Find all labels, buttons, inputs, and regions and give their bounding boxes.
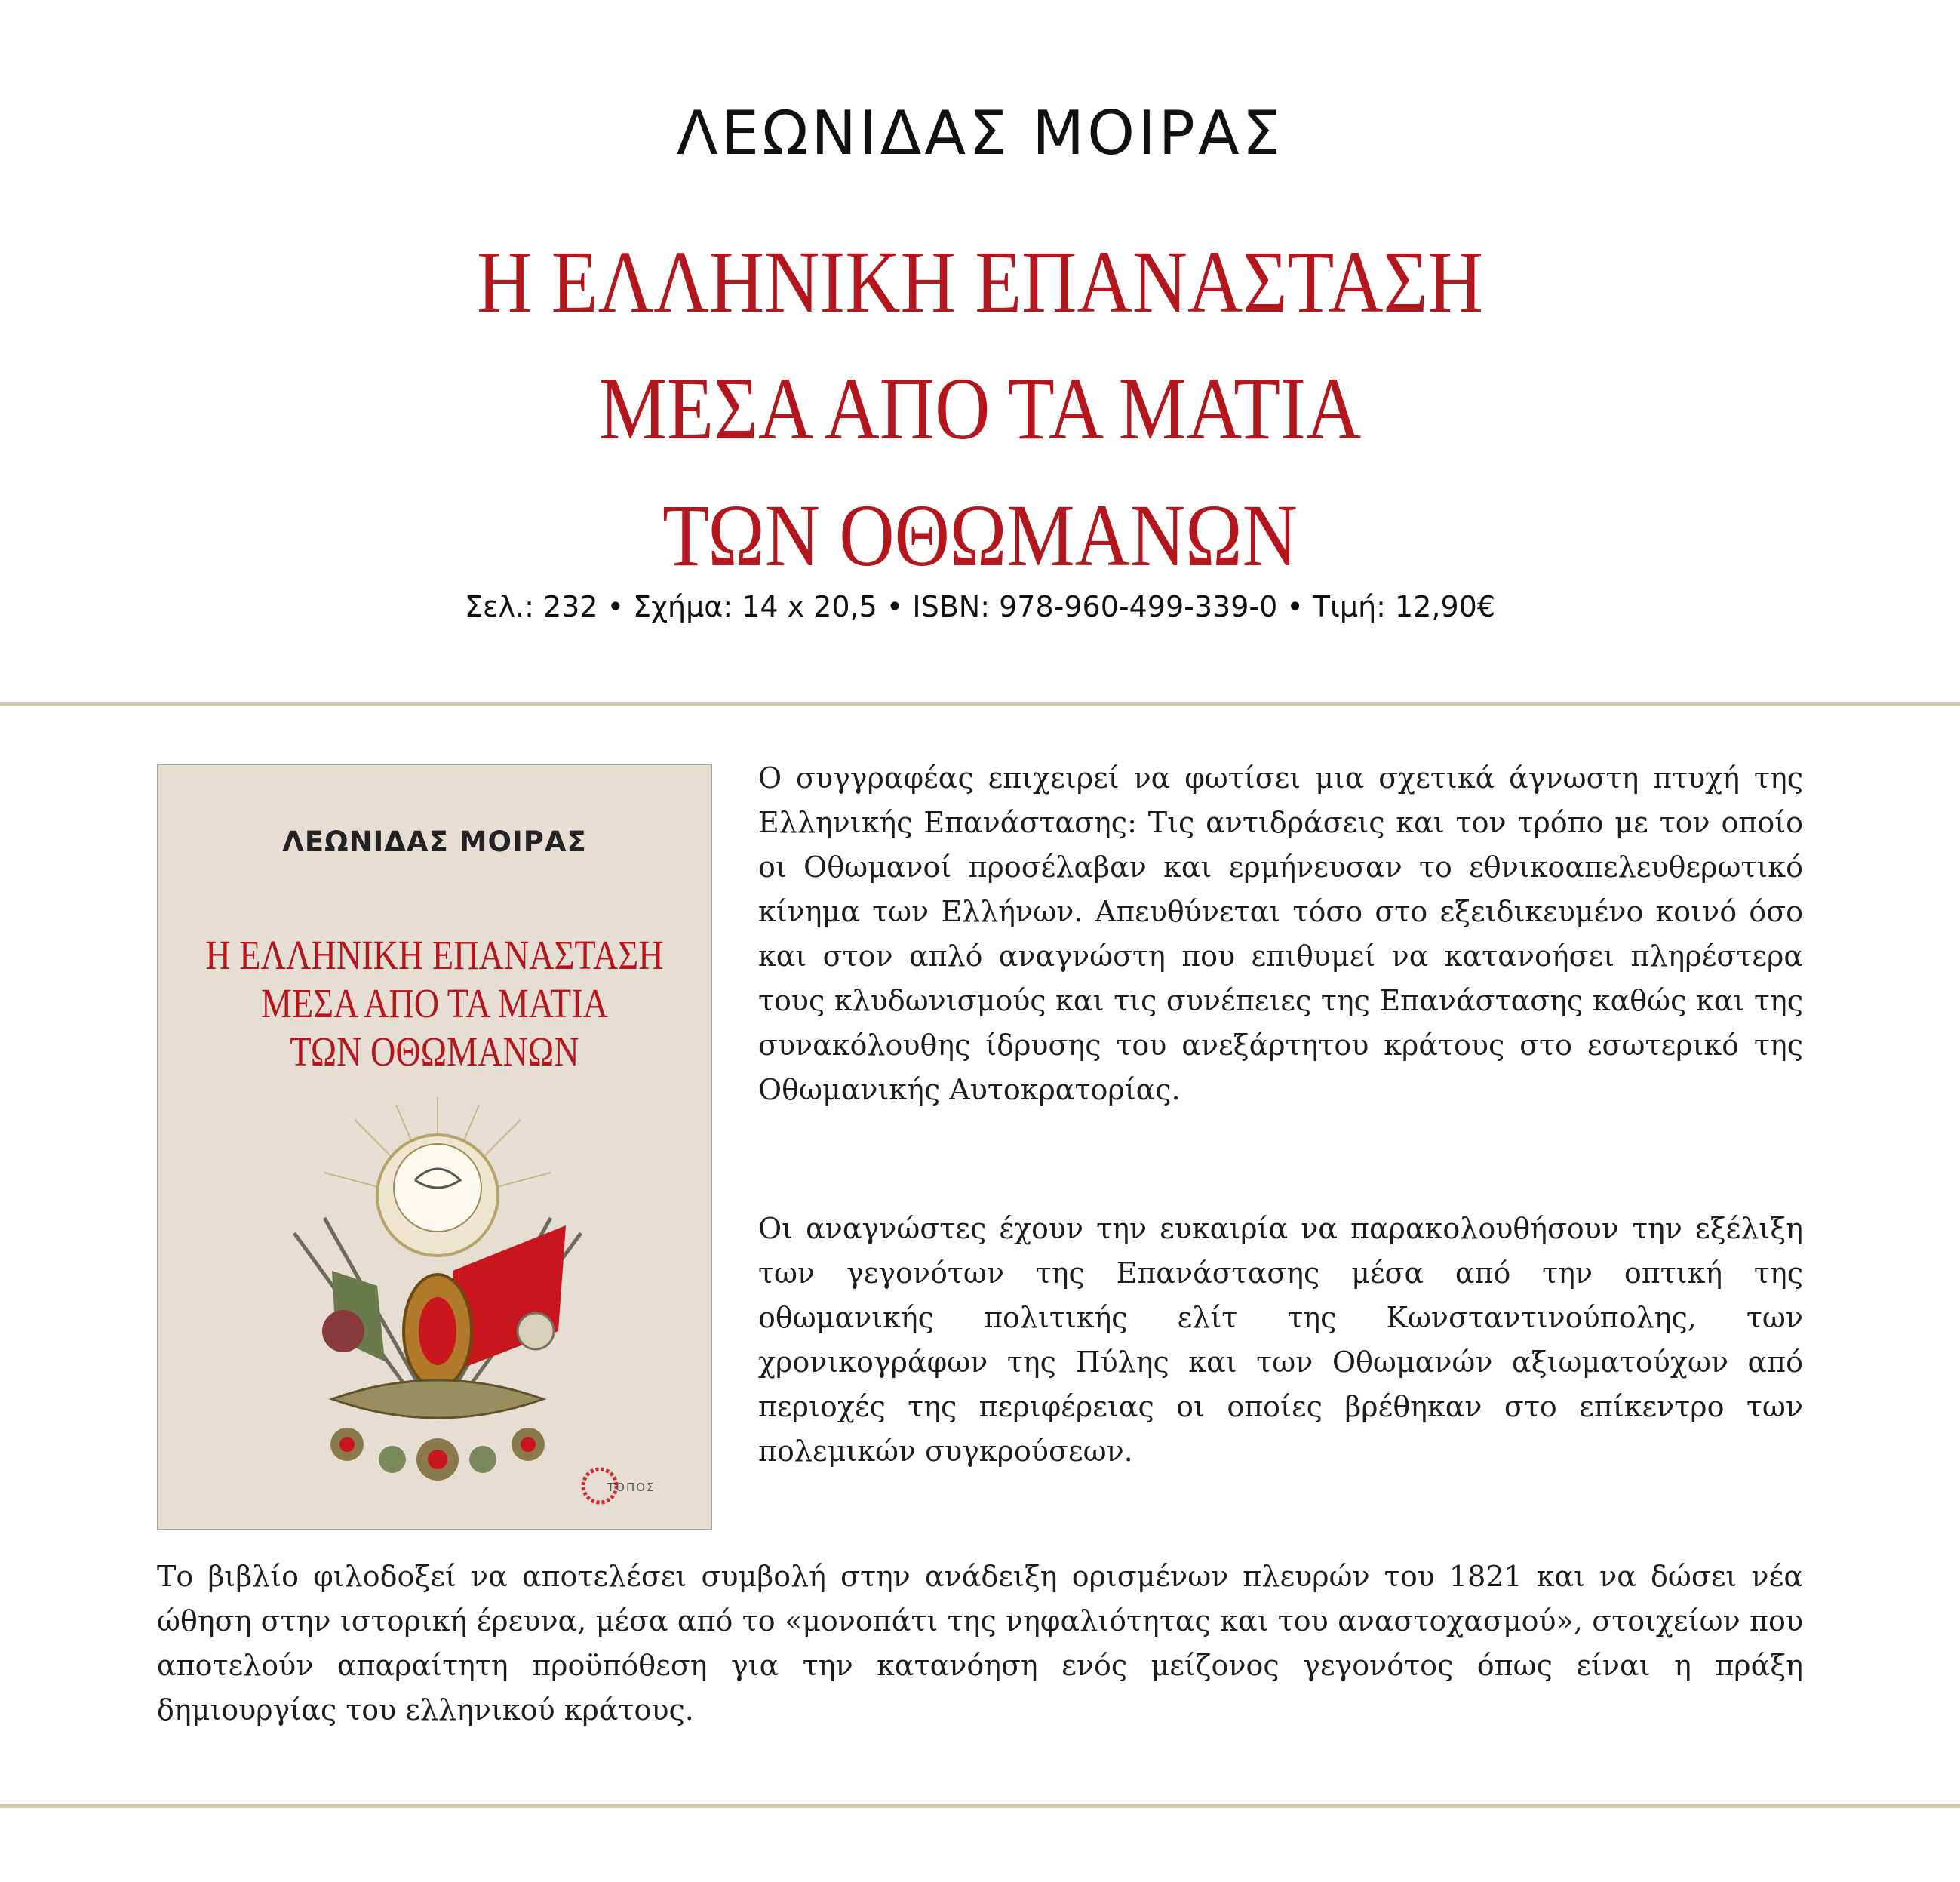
divider-top	[0, 702, 1960, 706]
cover-title	[158, 931, 711, 1076]
cover-author: ΛΕΩΝΙΔΑΣ ΜΟΙΡΑΣ	[282, 826, 587, 858]
cover-title-line-1: Η ΕΛΛΗΝΙΚΗ ΕΠΑΝΑΣΤΑΣΗ	[205, 932, 664, 978]
title-line-1: Η ΕΛΛΗΝΙΚΗ ΕΠΑΝΑΣΤΑΣΗ	[477, 232, 1483, 331]
cover-title-line-3: ΤΩΝ ΟΘΩΜΑΝΩΝ	[290, 1029, 579, 1075]
author-name: ΛΕΩΝΙΔΑΣ ΜΟΙΡΑΣ	[676, 98, 1284, 168]
description-paragraph-3: Το βιβλίο φιλοδοξεί να αποτελέσει συμβολή στην ανάδειξη ορισμένων πλευρών του 1821 και να δώσει νέα ώθηση στην ιστορική έρευνα, μέσα από το «μονοπάτι της νηφαλιότητας και του αναστοχασμού», στοιχείων που αποτελούν απαραίτητη προϋπόθεση για την κατανόηση ενός μείζονος γεγονότος όπως είναι η πράξη δημιουργίας του ελληνικού κράτους.	[157, 1560, 1803, 1727]
divider-bottom	[0, 1804, 1960, 1808]
ottoman-coat-of-arms-icon	[264, 1082, 611, 1505]
publisher-name: ΤΟΠΟΣ	[607, 1481, 656, 1494]
book-cover	[157, 764, 712, 1530]
description-paragraph-1: Ο συγγραφέας επιχειρεί να φωτίσει μια σχετικά άγνωστη πτυχή της Ελληνικής Επανάστασης: Τις αντιδράσεις και τον τρόπο με τον οποίο οι Οθωμανοί προσέλαβαν και ερμήνευσαν το εθνικοαπελευθερωτικό κίνημα των Ελλήνων. Απευθύνεται τόσο στο εξειδικευμένο κοινό όσο και στον απλό αναγνώστη που επιθυμεί να κατανοήσει πληρέστερα τους κλυδωνισμούς και τις συνέπειες της Επανάστασης καθώς και της συνακόλουθης ίδρυσης του ανεξάρτητου κράτους στο εσωτερικό της Οθωμανικής Αυτοκρατορίας.	[758, 761, 1803, 1106]
book-title	[0, 219, 1960, 599]
cover-title-line-2: ΜΕΣΑ ΑΠΟ ΤΑ ΜΑΤΙΑ	[260, 980, 609, 1026]
title-line-2: ΜΕΣΑ ΑΠΟ ΤΑ ΜΑΤΙΑ	[598, 359, 1362, 458]
description-paragraph-2: Οι αναγνώστες έχουν την ευκαιρία να παρακολουθήσουν την εξέλιξη των γεγονότων της Επανάστασης μέσα από την οπτική της οθωμανικής πολιτικής ελίτ της Κωνσταντινούπολης, των χρονικογράφων της Πύλης και των Οθωμανών αξιωματούχων από περιοχές της περιφέρειας οι οποίες βρέθηκαν στο επίκεντρο των πολεμικών συγκρούσεων.	[758, 1212, 1803, 1468]
title-line-3: ΤΩΝ ΟΘΩΜΑΝΩΝ	[662, 486, 1298, 585]
book-details: Σελ.: 232 • Σχήμα: 14 x 20,5 • ISBN: 978-960-499-339-0 • Τιμή: 12,90€	[464, 590, 1496, 623]
